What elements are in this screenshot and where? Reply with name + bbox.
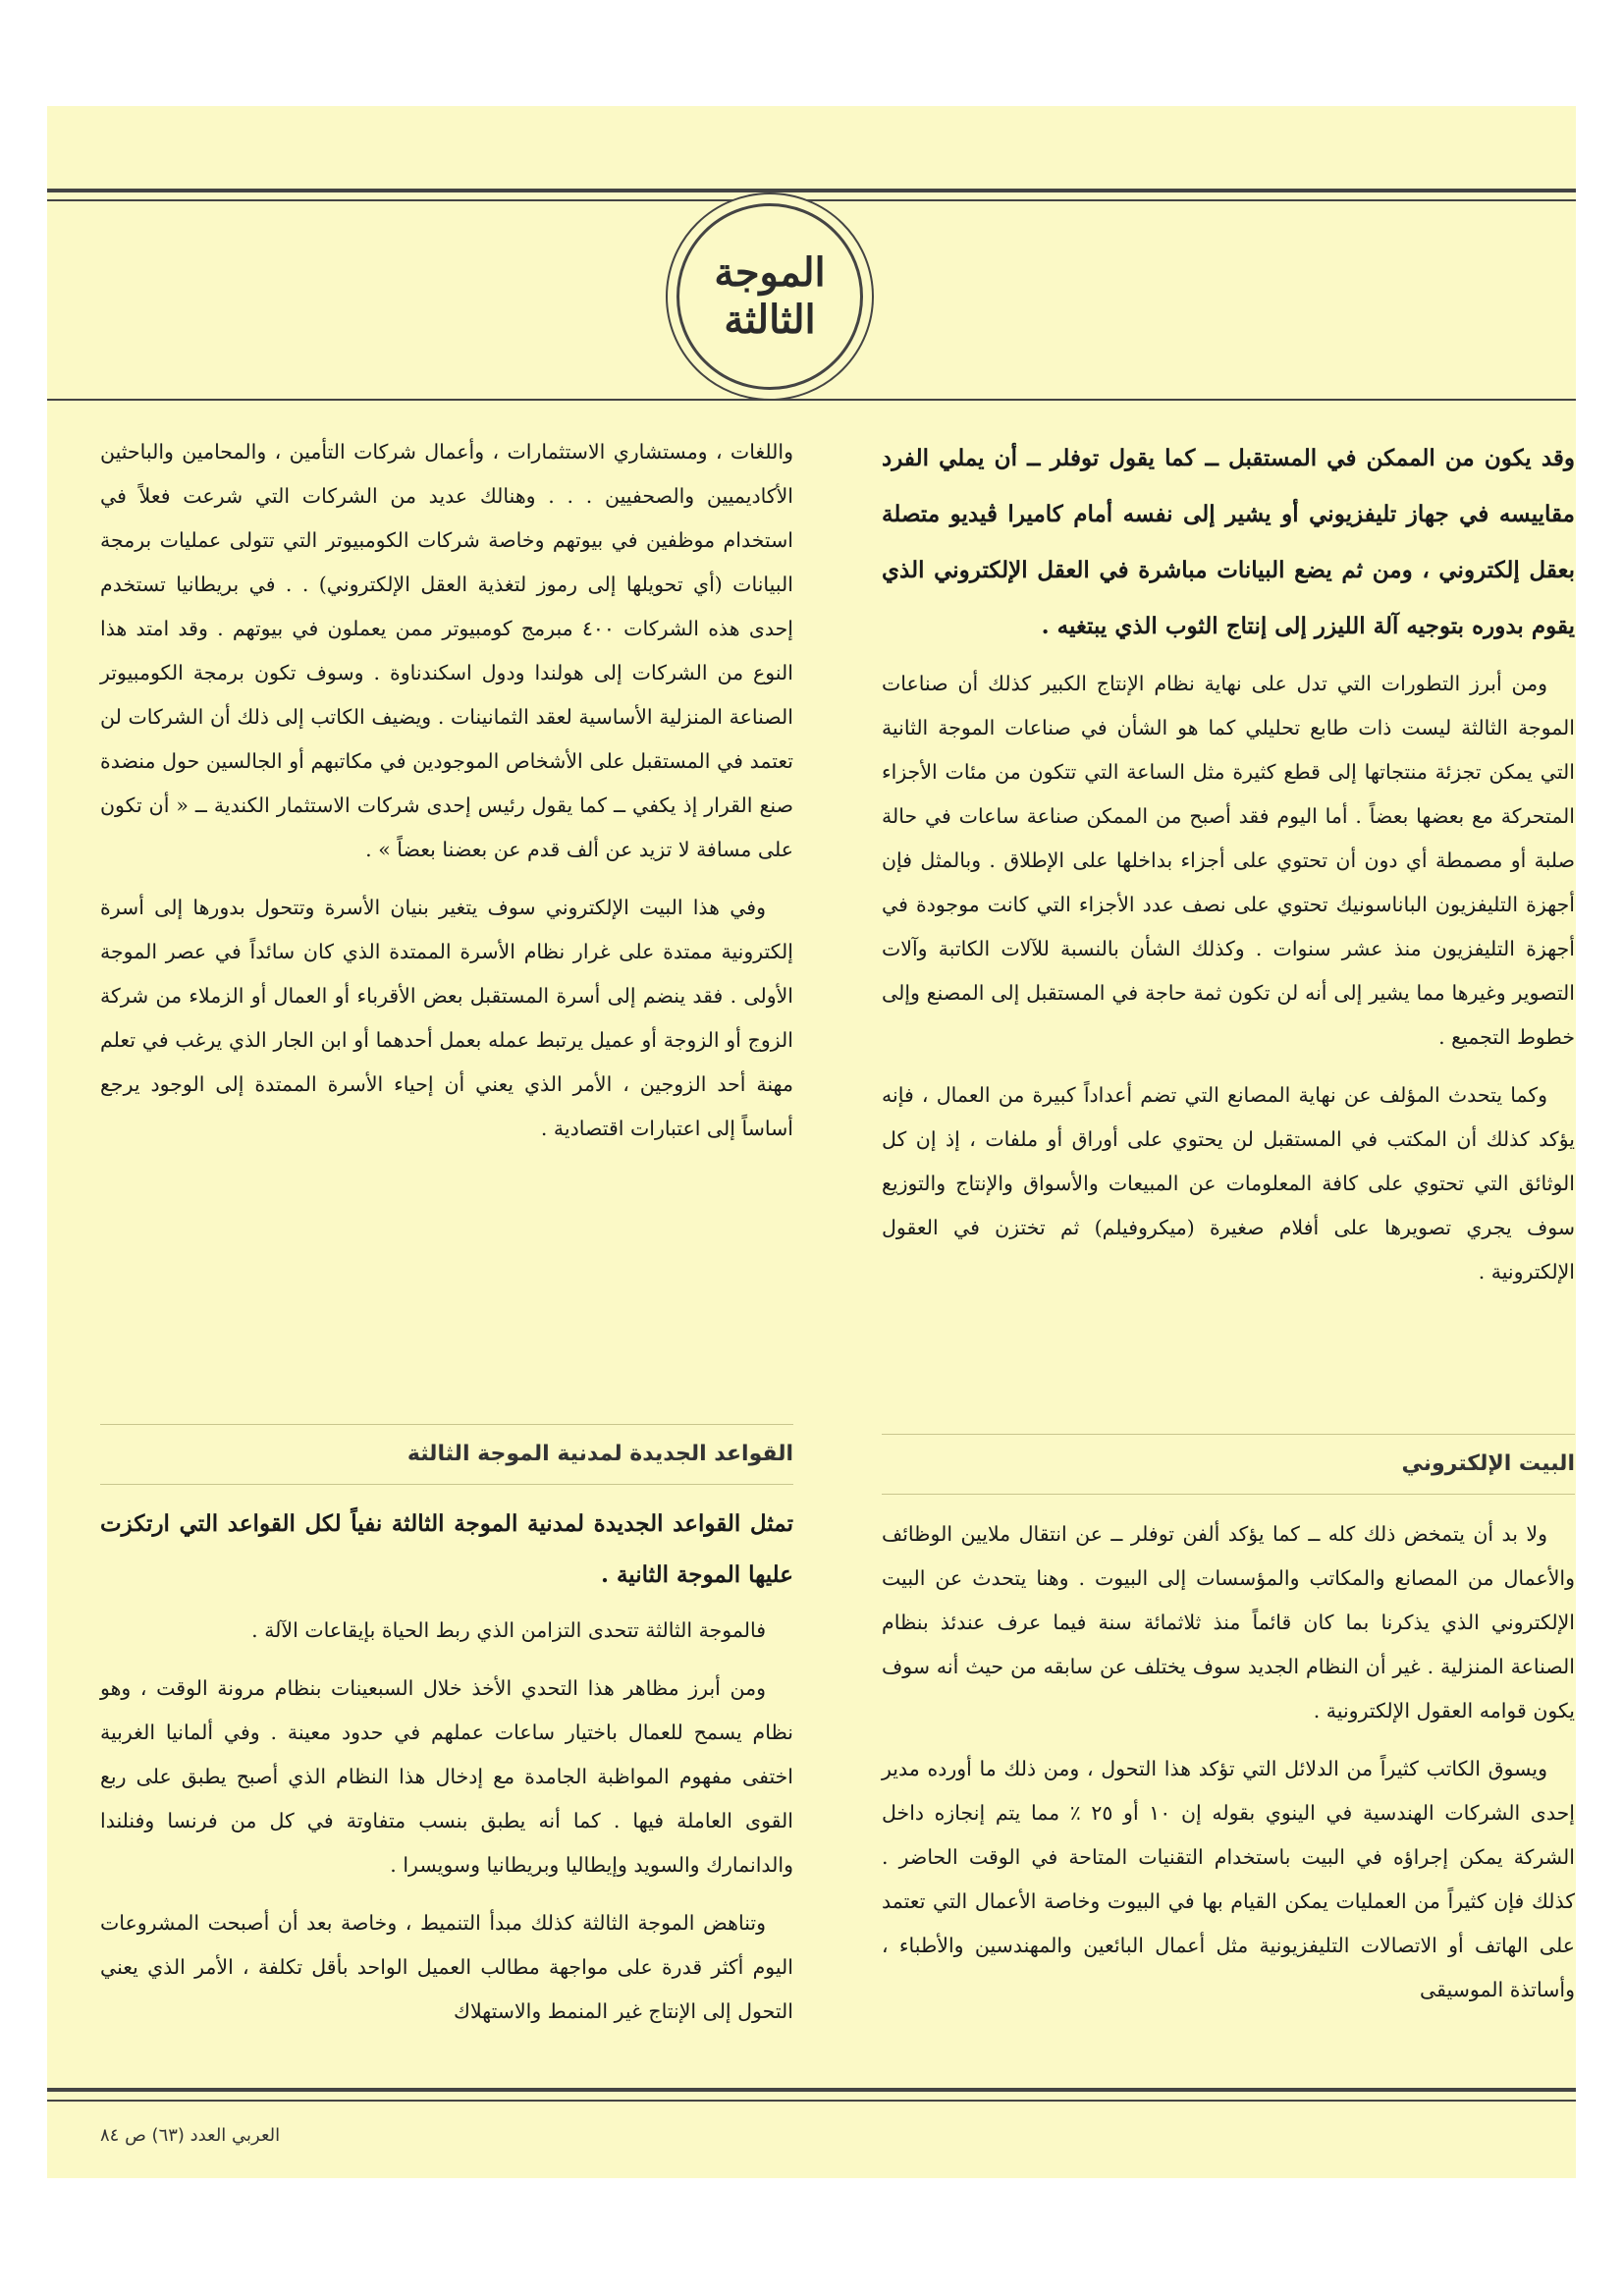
logo-line-2: الثالثة <box>724 297 816 343</box>
right-section-paragraph-2: ويسوق الكاتب كثيراً من الدلائل التي تؤكد هذا التحول ، ومن ذلك ما أورده مدير إحدى الشركات الهندسية في الينوي بقوله إن ١٠ أو ٢٥ ٪ مما يتم إنجازه داخل الشركة يمكن إجراؤه في البيت باستخدام التقنيات المتاحة في الوقت الحاضر . كذلك فإن كثيراً من العمليات يمكن القيام بها في البيوت وخاصة الأعمال التي تعتمد على الهاتف أو الاتصالات التليفزيونية مثل أعمال البائعين والمهندسين والأطباء ، وأساتذة الموسيقى <box>882 1757 1575 2001</box>
right-paragraph-1: ومن أبرز التطورات التي تدل على نهاية نظام الإنتاج الكبير كذلك أن صناعات الموجة الثالثة ليست ذات طابع تحليلي كما هو الشأن في صناعات الموجة الثانية التي يمكن تجزئة منتجاتها إلى قطع كثيرة مثل الساعة التي تتكون من مئات الأجزاء المتحركة مع بعضها بعضاً . أما اليوم فقد أصبح من الممكن صناعة ساعات في حالة صلبة أو مصمطة أي دون أن تحتوي على أجزاء بداخلها على الإطلاق . وبالمثل فإن أجهزة التليفزيون الباناسونيك تحتوي على نصف عدد الأجزاء التي كانت موجودة في أجهزة التليفزيون منذ عشر سنوات . وكذلك الشأن بالنسبة للآلات الكاتبة وآلات التصوير وغيرها مما يشير إلى أنه لن تكون ثمة حاجة في المستقبل إلى المصنع وإلى خطوط التجميع . <box>882 672 1575 1049</box>
right-section-paragraph-1: ولا بد أن يتمخض ذلك كله ــ كما يؤكد ألفن توفلر ــ عن انتقال ملايين الوظائف والأعمال من المصانع والمكاتب والمؤسسات إلى البيوت . وهنا يتحدث عن البيت الإلكتروني الذي يذكرنا بما كان قائماً منذ ثلاثمائة سنة فيما عرف عندئذ بنظام الصناعة المنزلية . غير أن النظام الجديد سوف يختلف عن سابقه من حيث أنه سوف يكون قوامه العقول الإلكترونية . <box>882 1522 1575 1722</box>
left-section-paragraph-2: ومن أبرز مظاهر هذا التحدي الأخذ خلال السبعينات بنظام مرونة الوقت ، وهو نظام يسمح للعمال باختيار ساعات عملهم في حدود معينة . وفي ألمانيا الغربية اختفى مفهوم المواظبة الجامدة مع إدخال هذا النظام الذي أصبح يطبق على ربع القوى العاملة فيها . كما أنه يطبق بنسب متفاوتة في كل من فرنسا وفنلندا والدانمارك والسويد وإيطاليا وبريطانيا وسويسرا . <box>100 1676 793 1877</box>
left-section-paragraph-1: فالموجة الثالثة تتحدى التزامن الذي ربط الحياة بإيقاعات الآلة . <box>251 1618 766 1642</box>
page <box>47 106 1576 2178</box>
left-paragraph-1: واللغات ، ومستشاري الاستثمارات ، وأعمال شركات التأمين ، والمحامين والباحثين الأكاديميين والصحفيين . . . وهنالك عديد من الشركات التي شرعت فعلاً في استخدام موظفين في بيوتهم وخاصة شركات الكومبيوتر التي تتولى عمليات برمجة البيانات (أي تحويلها إلى رموز لتغذية العقل الإلكتروني) . . في بريطانيا تستخدم إحدى هذه الشركات ٤٠٠ مبرمج كومبيوتر ممن يعملون في بيوتهم . وقد امتد هذا النوع من الشركات إلى هولندا ودول اسكندناوة . وسوف تكون برمجة الكومبيوتر الصناعة المنزلية الأساسية لعقد الثمانينات . ويضيف الكاتب إلى ذلك أن الشركات لن تعتمد في المستقبل على الأشخاص الموجودين في مكاتبهم أو الجالسين حول منضدة صنع القرار إذ يكفي ــ كما يقول رئيس إحدى شركات الاستثمار الكندية ــ « أن تكون على مسافة لا تزيد عن ألف قدم عن بعضنا بعضاً » . <box>100 440 794 861</box>
right-lead-paragraph: وقد يكون من الممكن في المستقبل ــ كما يقول توفلر ــ أن يملي الفرد مقاييسه في جهاز تليفزيوني أو يشير إلى نفسه أمام كاميرا ڤيديو متصلة بعقل إلكتروني ، ومن ثم يضع البيانات مباشرة في العقل الإلكتروني الذي يقوم بدوره بتوجيه آلة الليزر إلى إنتاج الثوب الذي يبتغيه . <box>882 445 1575 639</box>
left-column <box>100 430 793 1165</box>
right-paragraph-2: وكما يتحدث المؤلف عن نهاية المصانع التي تضم أعداداً كبيرة من العمال ، فإنه يؤكد كذلك أن المكتب في المستقبل لن يحتوي على أوراق أو ملفات ، إذ إن كل الوثائق التي تحتوي على كافة المعلومات عن المبيعات والأسواق والإنتاج والتوزيع سوف يجري تصويرها على أفلام صغيرة (ميكروفيلم) ثم تختزن في العقول الإلكترونية . <box>882 1083 1575 1284</box>
right-section-body <box>882 1512 1575 2026</box>
section-heading-new-rules: القواعد الجديدة لمدنية الموجة الثالثة <box>100 1424 793 1485</box>
left-section-body <box>100 1499 793 2048</box>
bottom-rule-2 <box>47 2100 1576 2102</box>
left-section-lead: تمثل القواعد الجديدة لمدنية الموجة الثالثة نفياً لكل القواعد التي ارتكزت عليها الموجة الثانية . <box>100 1510 793 1588</box>
left-section-paragraph-3: وتناهض الموجة الثالثة كذلك مبدأ التنميط ، وخاصة بعد أن أصبحت المشروعات اليوم أكثر قدرة على مواجهة مطالب العميل الواحد بأقل تكلفة ، الأمر الذي يعني التحول إلى الإنتاج غير المنمط والاستهلاك <box>100 1911 793 2023</box>
section-heading-electronic-home: البيت الإلكتروني <box>882 1434 1575 1495</box>
page-footer: العربي العدد (٦٣) ص ٨٤ <box>100 2125 281 2146</box>
right-column <box>882 430 1575 1308</box>
top-rule <box>47 189 1576 192</box>
left-paragraph-2: وفي هذا البيت الإلكتروني سوف يتغير بنيان الأسرة وتتحول بدورها إلى أسرة إلكترونية ممتدة على غرار نظام الأسرة الممتدة الذي كان سائداً في عصر الموجة الأولى . فقد ينضم إلى أسرة المستقبل بعض الأقرباء أو العمال أو الزملاء من شركة الزوج أو الزوجة أو عميل يرتبط عمله بعمل أحدهما أو ابن الجار الذي يرغب في تعلم مهنة أحد الزوجين ، الأمر الذي يعني أن إحياء الأسرة الممتدة إلى الوجود يرجع أساساً إلى اعتبارات اقتصادية . <box>100 896 793 1140</box>
third-wave-logo <box>666 192 874 401</box>
logo-ring <box>676 203 863 390</box>
top-rule-3 <box>47 399 1576 401</box>
logo-line-1: الموجة <box>714 249 826 296</box>
bottom-rule <box>47 2088 1576 2092</box>
